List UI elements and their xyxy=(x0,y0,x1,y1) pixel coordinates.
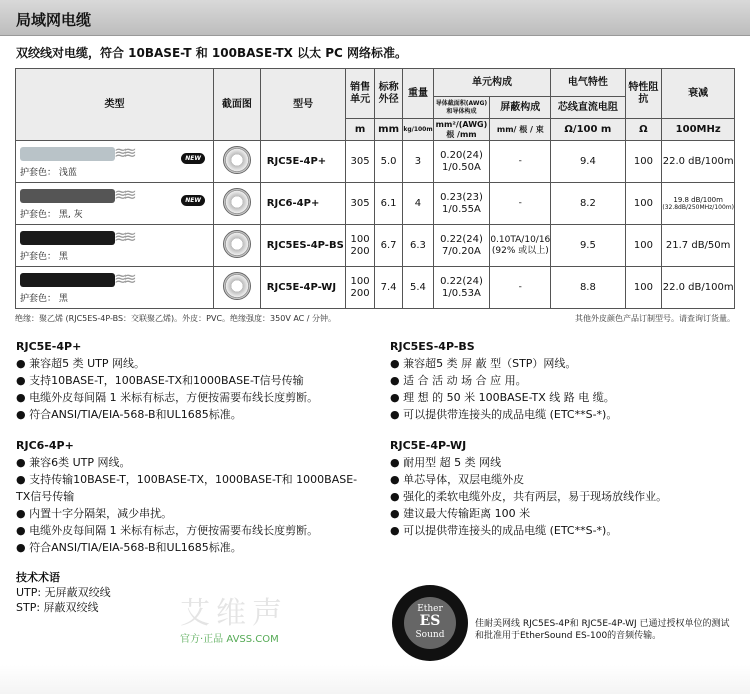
logo-bottom: Sound xyxy=(415,630,445,640)
cross-section-cell xyxy=(214,267,261,309)
feature-item xyxy=(16,471,366,505)
attenuation: 22.0 dB/100m xyxy=(662,155,734,167)
feature-section xyxy=(16,338,366,423)
cable-type-cell xyxy=(16,183,214,225)
model: RJC6-4P+ xyxy=(260,183,346,225)
feature-text: 建议最大传输距离 100 米 xyxy=(403,507,531,520)
new-badge: NEW xyxy=(181,195,205,206)
cross-section-cell xyxy=(214,225,261,267)
note-left: 绝缘：聚乙烯 (RJC5ES-4P-BS：交联聚乙烯)。外皮：PVC。绝缘强度：350V AC / 分钟。 xyxy=(15,314,337,323)
left-column xyxy=(16,338,366,615)
feature-text: 理 想 的 50 米 100BASE-TX 线 路 电 缆。 xyxy=(403,391,615,404)
feature-item xyxy=(16,539,366,556)
model: RJC5ES-4P-BS xyxy=(260,225,346,267)
sales-unit: 305 xyxy=(346,183,374,225)
cross-section-cell xyxy=(214,183,261,225)
resistance: 9.4 xyxy=(551,141,625,183)
wires-icon: ≋≋ xyxy=(114,185,133,204)
model: RJC5E-4P-WJ xyxy=(260,267,346,309)
feature-text: 支持10BASE-T，100BASE-TX和1000BASE-T信号传输 xyxy=(29,374,304,387)
cross-section-icon xyxy=(223,146,251,174)
bullet-icon: ● xyxy=(390,357,404,370)
cross-section-icon xyxy=(223,188,251,216)
feature-text: 内置十字分隔架，减少串扰。 xyxy=(29,507,173,520)
feature-section xyxy=(16,437,366,556)
feature-text: 适 合 活 动 场 合 应 用。 xyxy=(403,374,527,387)
bullet-icon: ● xyxy=(390,408,404,421)
feature-text: 兼容超5 类 屏 蔽 型（STP）网线。 xyxy=(403,357,577,370)
conductor: 0.22(24) 1/0.53A xyxy=(433,267,490,309)
unit-impedance: Ω xyxy=(625,119,662,141)
feature-item xyxy=(390,522,740,539)
feature-text: 电缆外皮每间隔 1 米标有标志，方便按需要布线长度剪断。 xyxy=(29,524,319,537)
cross-section-icon xyxy=(223,230,251,258)
glossary-stp: STP: 屏蔽双绞线 xyxy=(16,601,99,614)
feature-text: 兼容超5 类 UTP 网线。 xyxy=(29,357,146,370)
unit-attenuation: 100MHz xyxy=(662,119,735,141)
cable-image xyxy=(20,231,115,245)
feature-text: 强化的柔软电缆外皮，共有两层，易于现场放线作业。 xyxy=(403,490,668,503)
ethersound-text: 佳耐美网线 RJC5ES-4P和 RJC5E-4P-WJ 已通过授权单位的测试和批准用于EtherSound ES-100的音频传输。 xyxy=(475,619,730,641)
bullet-icon: ● xyxy=(16,374,30,387)
resistance: 8.8 xyxy=(551,267,625,309)
watermark-sub-text: 官方·正品 xyxy=(180,634,224,645)
feature-section xyxy=(390,338,740,423)
jacket-color: 护套色： 黑 xyxy=(20,294,68,305)
table-row xyxy=(16,225,735,267)
watermark: 艾维声 xyxy=(180,596,288,631)
header-weight: 重量 xyxy=(403,69,433,119)
diameter: 6.7 xyxy=(374,225,403,267)
feature-text: 可以提供带连接头的成品电缆 (ETC**S-*)。 xyxy=(403,524,618,537)
feature-item xyxy=(390,505,740,522)
attenuation-cell xyxy=(662,267,735,309)
attenuation-cell xyxy=(662,183,735,225)
bullet-icon: ● xyxy=(16,473,30,486)
header-sales-unit: 销售单元 xyxy=(346,69,374,119)
bullet-icon: ● xyxy=(16,524,30,537)
notes xyxy=(15,313,735,324)
bullet-icon: ● xyxy=(16,391,30,404)
bullet-icon: ● xyxy=(390,391,404,404)
header-model: 型号 xyxy=(260,69,346,141)
weight: 5.4 xyxy=(403,267,433,309)
sales-unit: 305 xyxy=(346,141,374,183)
table-area xyxy=(15,68,735,324)
header-type: 类型 xyxy=(16,69,214,141)
header-conductor: 导体截面积(AWG)和导体构成 xyxy=(433,97,490,119)
attenuation-cell xyxy=(662,225,735,267)
weight: 6.3 xyxy=(403,225,433,267)
feature-text: 单芯导体，双层电缆外皮 xyxy=(403,473,525,486)
wires-icon: ≋≋ xyxy=(114,227,133,246)
bullet-icon: ● xyxy=(390,374,404,387)
feature-item xyxy=(16,355,366,372)
feature-item xyxy=(390,389,740,406)
table-row xyxy=(16,141,735,183)
jacket-color: 护套色： 黑 xyxy=(20,252,68,263)
header-section: 截面图 xyxy=(214,69,261,141)
spec-table xyxy=(15,68,735,309)
note-right: 其他外皮颜色产品订制型号。请查询订货量。 xyxy=(575,314,735,323)
cable-image xyxy=(20,147,115,161)
feature-text: 支持传输10BASE-T，100BASE-TX，1000BASE-T和 1000BASE-TX信号传输 xyxy=(16,473,358,503)
new-badge: NEW xyxy=(181,153,205,164)
sales-unit: 100 200 xyxy=(346,267,374,309)
bullet-icon: ● xyxy=(390,490,404,503)
shield: 0.10TA/10/16 (92% 或以上) xyxy=(490,225,551,267)
title-bar xyxy=(0,0,750,36)
bullet-icon: ● xyxy=(390,507,404,520)
unit-resistance: Ω/100 m xyxy=(551,119,625,141)
conductor: 0.23(23) 1/0.55A xyxy=(433,183,490,225)
cross-section-cell xyxy=(214,141,261,183)
jacket-color: 护套色： 浅蓝 xyxy=(20,168,77,179)
attenuation-note: (32.8dB/250MHz/100m) xyxy=(662,204,734,212)
weight: 3 xyxy=(403,141,433,183)
feature-item xyxy=(390,454,740,471)
attenuation: 21.7 dB/50m xyxy=(665,239,731,251)
cable-type-cell xyxy=(16,141,214,183)
cross-section-icon xyxy=(223,272,251,300)
logo-mid: ES xyxy=(419,613,441,629)
impedance: 100 xyxy=(625,225,662,267)
feature-item xyxy=(16,454,366,471)
diameter: 5.0 xyxy=(374,141,403,183)
feature-item xyxy=(16,389,366,406)
impedance: 100 xyxy=(625,267,662,309)
wires-icon: ≋≋ xyxy=(114,143,133,162)
feature-item xyxy=(390,406,740,423)
feature-item xyxy=(16,505,366,522)
cable-type-cell xyxy=(16,225,214,267)
header-attenuation: 衰减 xyxy=(662,69,735,119)
shield: - xyxy=(490,141,551,183)
unit-weight: kg/100m xyxy=(403,119,433,141)
cable-image xyxy=(20,273,115,287)
header-impedance: 特性阻抗 xyxy=(625,69,662,119)
unit-shield: mm/ 根 / 束 xyxy=(490,119,551,141)
impedance: 100 xyxy=(625,183,662,225)
jacket-color: 护套色： 黑, 灰 xyxy=(20,210,83,221)
feature-section xyxy=(390,437,740,539)
cable-image xyxy=(20,189,115,203)
bullet-icon: ● xyxy=(390,456,404,469)
right-column xyxy=(390,338,740,553)
feature-text: 兼容6类 UTP 网线。 xyxy=(29,456,131,469)
feature-item xyxy=(390,355,740,372)
header-diameter: 标称外径 xyxy=(374,69,403,119)
unit-sales: m xyxy=(346,119,374,141)
page-title: 局域网电缆 xyxy=(16,11,92,29)
bullet-icon: ● xyxy=(16,507,30,520)
resistance: 8.2 xyxy=(551,183,625,225)
conductor: 0.22(24) 7/0.20A xyxy=(433,225,490,267)
bottom-fade xyxy=(0,665,750,694)
wires-icon: ≋≋ xyxy=(114,269,133,288)
sales-unit: 100 200 xyxy=(346,225,374,267)
impedance: 100 xyxy=(625,141,662,183)
feature-text: 耐用型 超 5 类 网线 xyxy=(403,456,502,469)
feature-item xyxy=(390,488,740,505)
diameter: 7.4 xyxy=(374,267,403,309)
feature-item xyxy=(390,471,740,488)
feature-text: 电缆外皮每间隔 1 米标有标志，方便按需要布线长度剪断。 xyxy=(29,391,319,404)
conductor: 0.20(24) 1/0.50A xyxy=(433,141,490,183)
attenuation: 22.0 dB/100m xyxy=(662,281,734,293)
table-row xyxy=(16,183,735,225)
attenuation-cell xyxy=(662,141,735,183)
model: RJC5E-4P+ xyxy=(260,141,346,183)
logo-top: Ether xyxy=(417,604,443,614)
feature-text: 符合ANSI/TIA/EIA-568-B和UL1685标准。 xyxy=(29,541,242,554)
bullet-icon: ● xyxy=(16,456,30,469)
table-row xyxy=(16,267,735,309)
section-title: RJC6-4P+ xyxy=(16,439,74,452)
diameter: 6.1 xyxy=(374,183,403,225)
unit-conductor: mm²/(AWG) 根 /mm xyxy=(433,119,490,141)
glossary-utp: UTP: 无屏蔽双绞线 xyxy=(16,586,111,599)
header-shield: 屏蔽构成 xyxy=(490,97,551,119)
subtitle: 双绞线对电缆，符合 10BASE-T 和 100BASE-TX 以太 PC 网络标准。 xyxy=(16,46,408,60)
glossary-title: 技术术语 xyxy=(16,571,60,584)
feature-item xyxy=(16,406,366,423)
feature-text: 可以提供带连接头的成品电缆 (ETC**S-*)。 xyxy=(403,408,618,421)
feature-item xyxy=(16,372,366,389)
cable-type-cell xyxy=(16,267,214,309)
shield: - xyxy=(490,183,551,225)
section-title: RJC5E-4P-WJ xyxy=(390,439,467,452)
header-resistance: 芯线直流电阻 xyxy=(551,97,625,119)
header-unit-group: 单元构成 xyxy=(433,69,551,97)
weight: 4 xyxy=(403,183,433,225)
feature-item xyxy=(390,372,740,389)
bullet-icon: ● xyxy=(390,473,404,486)
watermark-sub xyxy=(180,634,279,646)
header-electrical: 电气特性 xyxy=(551,69,625,97)
unit-diameter: mm xyxy=(374,119,403,141)
attenuation: 19.8 dB/100m xyxy=(673,195,723,204)
ethersound-logo xyxy=(392,585,468,661)
bullet-icon: ● xyxy=(390,524,404,537)
section-title: RJC5ES-4P-BS xyxy=(390,340,475,353)
bullet-icon: ● xyxy=(16,408,30,421)
shield: - xyxy=(490,267,551,309)
resistance: 9.5 xyxy=(551,225,625,267)
bullet-icon: ● xyxy=(16,357,30,370)
section-title: RJC5E-4P+ xyxy=(16,340,82,353)
feature-text: 符合ANSI/TIA/EIA-568-B和UL1685标准。 xyxy=(29,408,242,421)
feature-item xyxy=(16,522,366,539)
bullet-icon: ● xyxy=(16,541,30,554)
watermark-url: AVSS.COM xyxy=(226,634,279,645)
